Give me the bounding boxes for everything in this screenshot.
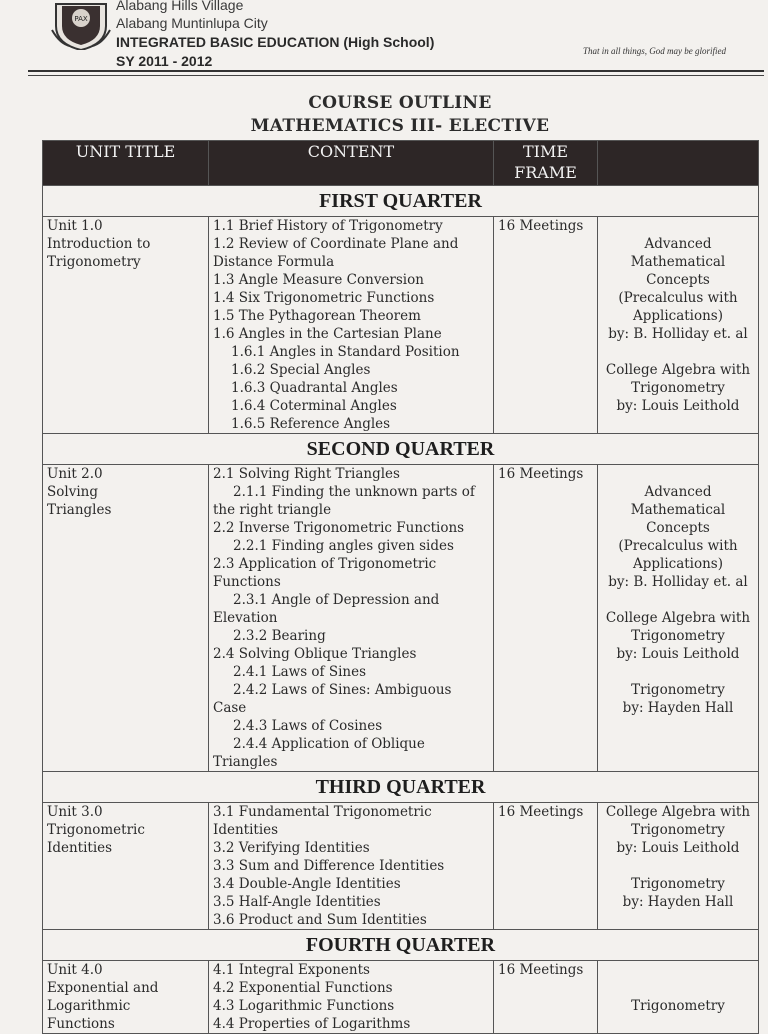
reference-line: Concepts bbox=[646, 520, 710, 536]
reference-line: College Algebra with bbox=[605, 610, 751, 626]
unit-row bbox=[43, 217, 759, 434]
column-header-content: CONTENT bbox=[209, 141, 494, 186]
content-line: 2.1 Solving Right Triangles bbox=[213, 466, 400, 482]
content-line: 1.3 Angle Measure Conversion bbox=[213, 272, 424, 288]
content-line: 3.3 Sum and Difference Identities bbox=[213, 858, 445, 874]
svg-text:PAX: PAX bbox=[74, 15, 88, 23]
content-line: 1.6.4 Coterminal Angles bbox=[231, 398, 397, 414]
content-line: Case bbox=[213, 700, 247, 716]
reference-line: by: B. Holliday et. al bbox=[608, 326, 748, 342]
content-line: 4.2 Exponential Functions bbox=[213, 980, 393, 996]
reference-line: by: Louis Leithold bbox=[616, 840, 740, 856]
column-header-unit-title: UNIT TITLE bbox=[43, 141, 209, 186]
reference-entry bbox=[602, 483, 754, 591]
content-line: 1.4 Six Trigonometric Functions bbox=[213, 290, 435, 306]
content-line: 2.3 Application of Trigonometric bbox=[213, 556, 437, 572]
quarter-label: FIRST QUARTER bbox=[319, 190, 482, 212]
content-line: 2.4.3 Laws of Cosines bbox=[233, 718, 383, 734]
reference-entry bbox=[602, 803, 754, 857]
unit-title-line: Trigonometric bbox=[47, 822, 145, 838]
unit-title-cell bbox=[43, 803, 209, 930]
quarter-row bbox=[43, 434, 759, 465]
header-rule-thin bbox=[28, 75, 764, 76]
content-line: 1.5 The Pythagorean Theorem bbox=[213, 308, 421, 324]
reference-line: by: Louis Leithold bbox=[616, 646, 740, 662]
reference-line: Trigonometry bbox=[631, 682, 725, 698]
time-frame-cell: 16 Meetings bbox=[494, 465, 598, 772]
content-line: 2.2.1 Finding angles given sides bbox=[233, 538, 454, 554]
school-village: Alabang Hills Village bbox=[116, 0, 244, 13]
reference-line: College Algebra with bbox=[605, 362, 751, 378]
quarter-row bbox=[43, 186, 759, 217]
content-line: 2.4.4 Application of Oblique bbox=[233, 736, 425, 752]
content-cell bbox=[209, 961, 494, 1034]
content-line: 3.4 Double-Angle Identities bbox=[213, 876, 401, 892]
reference-line: Advanced bbox=[644, 236, 712, 252]
reference-line: Trigonometry bbox=[631, 998, 725, 1014]
reference-entry bbox=[602, 875, 754, 911]
quarter-label: THIRD QUARTER bbox=[315, 776, 486, 798]
unit-title-cell bbox=[43, 961, 209, 1034]
reference-line: by: Hayden Hall bbox=[622, 894, 734, 910]
content-cell bbox=[209, 465, 494, 772]
reference-line: Trigonometry bbox=[631, 380, 725, 396]
content-line: 3.6 Product and Sum Identities bbox=[213, 912, 427, 928]
school-department: INTEGRATED BASIC EDUCATION (High School) bbox=[116, 34, 435, 50]
content-line: Triangles bbox=[213, 754, 278, 770]
content-line: Functions bbox=[213, 574, 281, 590]
content-line: 2.4.2 Laws of Sines: Ambiguous bbox=[233, 682, 452, 698]
content-line: 1.6.5 Reference Angles bbox=[231, 416, 391, 432]
reference-line: Mathematical bbox=[630, 254, 726, 270]
unit-title-line: Exponential and bbox=[47, 980, 159, 996]
content-line: 1.1 Brief History of Trigonometry bbox=[213, 218, 443, 234]
content-cell bbox=[209, 217, 494, 434]
time-frame-cell: 16 Meetings bbox=[494, 803, 598, 930]
reference-line: College Algebra with bbox=[605, 804, 751, 820]
reference-line: by: B. Holliday et. al bbox=[608, 574, 748, 590]
content-line: 4.3 Logarithmic Functions bbox=[213, 998, 395, 1014]
content-line: 4.4 Properties of Logarithms bbox=[213, 1016, 411, 1032]
content-line: 1.6.3 Quadrantal Angles bbox=[231, 380, 398, 396]
course-outline-table bbox=[42, 140, 759, 1034]
content-line: 1.2 Review of Coordinate Plane and bbox=[213, 236, 459, 252]
content-line: 2.3.1 Angle of Depression and bbox=[233, 592, 440, 608]
content-line: 2.4.1 Laws of Sines bbox=[233, 664, 367, 680]
quarter-label: FOURTH QUARTER bbox=[305, 934, 496, 956]
reference-line: by: Hayden Hall bbox=[622, 700, 734, 716]
content-line: 3.2 Verifying Identities bbox=[213, 840, 370, 856]
unit-row bbox=[43, 803, 759, 930]
content-line: 2.2 Inverse Trigonometric Functions bbox=[213, 520, 465, 536]
reference-line: Trigonometry bbox=[631, 822, 725, 838]
quarter-heading bbox=[43, 772, 759, 803]
unit-title-line: Unit 1.0 bbox=[47, 218, 103, 234]
document-header bbox=[0, 0, 768, 80]
quarter-row bbox=[43, 772, 759, 803]
school-year: SY 2011 - 2012 bbox=[116, 53, 213, 69]
reference-line: (Precalculus with bbox=[618, 290, 738, 306]
unit-title-line: Functions bbox=[47, 1016, 115, 1032]
content-line: 1.6 Angles in the Cartesian Plane bbox=[213, 326, 442, 342]
reference-line: Trigonometry bbox=[631, 628, 725, 644]
unit-row bbox=[43, 961, 759, 1034]
content-line: 3.1 Fundamental Trigonometric bbox=[213, 804, 432, 820]
column-header-references bbox=[598, 141, 759, 186]
quarter-heading bbox=[43, 930, 759, 961]
unit-title-cell bbox=[43, 217, 209, 434]
content-line: 2.4 Solving Oblique Triangles bbox=[213, 646, 417, 662]
column-header-time-frame: TIME FRAME bbox=[494, 141, 598, 186]
content-line: Identities bbox=[213, 822, 279, 838]
reference-entry bbox=[602, 681, 754, 717]
content-line: Elevation bbox=[213, 610, 278, 626]
content-cell bbox=[209, 803, 494, 930]
reference-entry bbox=[602, 609, 754, 663]
unit-title-line: Logarithmic bbox=[47, 998, 131, 1014]
unit-title-line: Introduction to bbox=[47, 236, 151, 252]
reference-line: Advanced bbox=[644, 484, 712, 500]
school-seal-logo bbox=[50, 0, 112, 50]
school-city: Alabang Muntinlupa City bbox=[116, 15, 268, 31]
unit-title-line: Solving bbox=[47, 484, 98, 500]
school-motto: That in all things, God may be glorified bbox=[583, 46, 726, 56]
content-line: 1.6.2 Special Angles bbox=[231, 362, 371, 378]
references-cell bbox=[598, 961, 759, 1034]
reference-entry bbox=[602, 235, 754, 343]
quarter-label: SECOND QUARTER bbox=[306, 438, 495, 460]
unit-title-cell bbox=[43, 465, 209, 772]
content-line: 4.1 Integral Exponents bbox=[213, 962, 370, 978]
reference-entry bbox=[602, 997, 754, 1015]
quarter-heading bbox=[43, 434, 759, 465]
quarter-heading bbox=[43, 186, 759, 217]
document-title: COURSE OUTLINE bbox=[308, 93, 492, 113]
content-line: 2.3.2 Bearing bbox=[233, 628, 326, 644]
content-line: Distance Formula bbox=[213, 254, 335, 270]
header-rule bbox=[28, 70, 764, 72]
unit-row bbox=[43, 465, 759, 772]
course-title: MATHEMATICS III- ELECTIVE bbox=[250, 116, 550, 136]
reference-line: (Precalculus with bbox=[618, 538, 738, 554]
reference-entry bbox=[602, 361, 754, 415]
table-header-row bbox=[43, 141, 759, 186]
unit-title-line: Trigonometry bbox=[47, 254, 141, 270]
reference-line: Applications) bbox=[632, 308, 724, 324]
unit-title-line: Identities bbox=[47, 840, 113, 856]
unit-title-line: Unit 2.0 bbox=[47, 466, 103, 482]
reference-line: Concepts bbox=[646, 272, 710, 288]
unit-title-line: Unit 4.0 bbox=[47, 962, 103, 978]
reference-line: Mathematical bbox=[630, 502, 726, 518]
time-frame-cell: 16 Meetings bbox=[494, 217, 598, 434]
time-frame-cell: 16 Meetings bbox=[494, 961, 598, 1034]
references-cell bbox=[598, 803, 759, 930]
unit-title-line: Triangles bbox=[47, 502, 112, 518]
references-cell bbox=[598, 217, 759, 434]
quarter-row bbox=[43, 930, 759, 961]
content-line: 2.1.1 Finding the unknown parts of bbox=[233, 484, 475, 500]
content-line: 3.5 Half-Angle Identities bbox=[213, 894, 381, 910]
reference-line: by: Louis Leithold bbox=[616, 398, 740, 414]
reference-line: Trigonometry bbox=[631, 876, 725, 892]
content-line: the right triangle bbox=[213, 502, 332, 518]
content-line: 1.6.1 Angles in Standard Position bbox=[231, 344, 460, 360]
reference-line: Applications) bbox=[632, 556, 724, 572]
unit-title-line: Unit 3.0 bbox=[47, 804, 103, 820]
references-cell bbox=[598, 465, 759, 772]
